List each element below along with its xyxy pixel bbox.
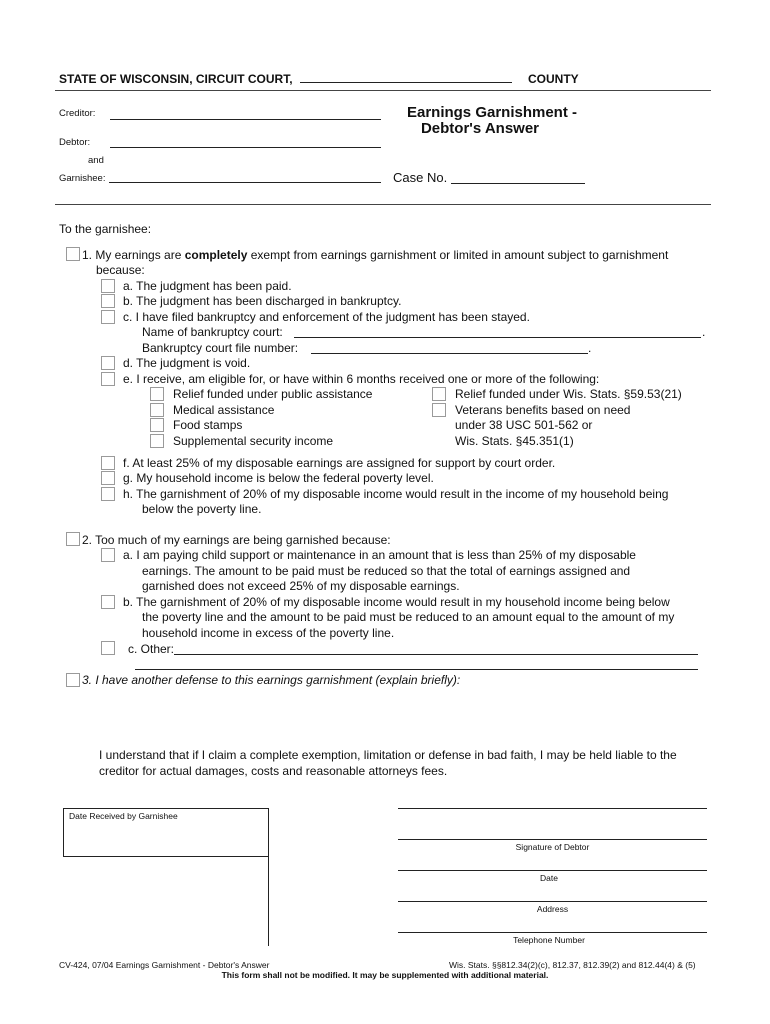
section-1f-checkbox[interactable]: [101, 456, 115, 470]
section-1a-text: a. The judgment has been paid.: [123, 279, 292, 293]
section-1g-checkbox[interactable]: [101, 471, 115, 485]
address-field[interactable]: [398, 901, 707, 902]
bankruptcy-court-period: .: [702, 325, 706, 339]
section-1a-checkbox[interactable]: [101, 279, 115, 293]
form-title-line1: Earnings Garnishment -: [406, 104, 578, 121]
creditor-field[interactable]: [110, 119, 381, 120]
bankruptcy-file-field[interactable]: [311, 353, 588, 354]
benefit-public-assistance: Relief funded under public assistance: [173, 387, 373, 401]
benefit-veterans-3: Wis. Stats. §45.351(1): [455, 434, 574, 448]
case-no-label: Case No.: [393, 170, 448, 185]
benefit-veterans-1: Veterans benefits based on need: [455, 403, 631, 417]
to-garnishee: To the garnishee:: [59, 222, 152, 236]
section-1h-checkbox[interactable]: [101, 487, 115, 501]
benefit-food-stamps-checkbox[interactable]: [150, 418, 164, 432]
section-1b-checkbox[interactable]: [101, 294, 115, 308]
section-2c-checkbox[interactable]: [101, 641, 115, 655]
date-received-box-extension: [268, 857, 269, 946]
section-1h-text-1: h. The garnishment of 20% of my disposable income would result in the income of my household being: [123, 487, 669, 501]
date-received-label: Date Received by Garnishee: [69, 811, 178, 821]
debtor-field[interactable]: [110, 147, 381, 148]
benefit-ssi-checkbox[interactable]: [150, 434, 164, 448]
section-1f-text: f. At least 25% of my disposable earnings are assigned for support by court order.: [123, 456, 556, 470]
bankruptcy-court-field[interactable]: [294, 337, 701, 338]
signature-debtor-label: Signature of Debtor: [515, 842, 590, 852]
telephone-field[interactable]: [398, 932, 707, 933]
section-2a-text-3: garnished does not exceed 25% of my disposable earnings.: [142, 579, 460, 593]
section-2b-checkbox[interactable]: [101, 595, 115, 609]
section-1-pre: 1. My earnings are: [82, 248, 185, 262]
state-court-line: [59, 72, 512, 86]
section-1g-text: g. My household income is below the federal poverty level.: [123, 471, 434, 485]
address-label: Address: [536, 904, 569, 914]
section-2b-text-1: b. The garnishment of 20% of my disposable income would result in my household income being below: [123, 595, 670, 609]
bankruptcy-court-label: Name of bankruptcy court:: [142, 325, 283, 339]
case-no-field[interactable]: [451, 183, 585, 184]
bankruptcy-file-period: .: [588, 341, 592, 355]
form-title-line2: Debtor's Answer: [420, 120, 540, 137]
section-1-post: exempt from earnings garnishment or limited in amount subject to garnishment: [247, 248, 669, 262]
garnishee-label: Garnishee:: [59, 173, 106, 184]
state-court-prefix: STATE OF WISCONSIN, CIRCUIT COURT,: [59, 72, 296, 86]
county-name-blank[interactable]: [300, 72, 512, 83]
benefit-veterans-checkbox[interactable]: [432, 403, 446, 417]
section-1c-text: c. I have filed bankruptcy and enforcement of the judgment has been stayed.: [123, 310, 530, 324]
date-field[interactable]: [398, 870, 707, 871]
understand-text-2: creditor for actual damages, costs and reasonable attorneys fees.: [99, 764, 448, 778]
section-2a-text-1: a. I am paying child support or maintenance in an amount that is less than 25% of my disposable: [123, 548, 636, 562]
benefit-veterans-2: under 38 USC 501-562 or: [455, 418, 593, 432]
section-2b-text-3: household income in excess of the poverty line.: [142, 626, 395, 640]
section-1-text: [82, 248, 668, 262]
benefit-public-assistance-checkbox[interactable]: [150, 387, 164, 401]
section-1d-text: d. The judgment is void.: [123, 356, 251, 370]
section-1h-text-2: below the poverty line.: [142, 502, 262, 516]
understand-text-1: I understand that if I claim a complete exemption, limitation or defense in bad faith, I may be held liable to the: [99, 748, 677, 762]
header-divider-top: [55, 90, 711, 91]
section-2a-text-2: earnings. The amount to be paid must be reduced so that the total of earnings assigned and: [142, 564, 631, 578]
modification-notice: This form shall not be modified. It may be supplemented with additional material.: [221, 970, 549, 980]
debtor-label: Debtor:: [59, 137, 91, 148]
benefit-ssi: Supplemental security income: [173, 434, 334, 448]
other-field-line-1[interactable]: [174, 654, 698, 655]
section-2a-checkbox[interactable]: [101, 548, 115, 562]
section-2b-text-2: the poverty line and the amount to be paid must be reduced to an amount equal to the amount of my: [142, 610, 675, 624]
header-divider-bottom: [55, 204, 711, 205]
signature-extra-line[interactable]: [398, 808, 707, 809]
section-1e-checkbox[interactable]: [101, 372, 115, 386]
section-1e-text: e. I receive, am eligible for, or have within 6 months received one or more of the following:: [123, 372, 600, 386]
section-3-text: 3. I have another defense to this earnings garnishment (explain briefly):: [82, 673, 461, 687]
section-2-checkbox[interactable]: [66, 532, 80, 546]
benefit-relief-wis: Relief funded under Wis. Stats. §59.53(21): [455, 387, 682, 401]
section-1b-text: b. The judgment has been discharged in bankruptcy.: [123, 294, 402, 308]
benefit-medical-checkbox[interactable]: [150, 403, 164, 417]
garnishee-field[interactable]: [109, 182, 381, 183]
section-1-because: because:: [96, 263, 145, 277]
signature-debtor-field[interactable]: [398, 839, 707, 840]
benefit-food-stamps: Food stamps: [173, 418, 243, 432]
and-label: and: [88, 155, 104, 166]
creditor-label: Creditor:: [59, 108, 96, 119]
statutes: Wis. Stats. §§812.34(2)(c), 812.37, 812.39(2) and 812.44(4) & (5): [449, 960, 696, 970]
section-1-bold: completely: [184, 248, 248, 262]
date-label: Date: [540, 873, 558, 883]
telephone-label: Telephone Number: [513, 935, 585, 945]
section-1d-checkbox[interactable]: [101, 356, 115, 370]
other-field-line-2[interactable]: [135, 669, 698, 670]
bankruptcy-file-label: Bankruptcy court file number:: [142, 341, 299, 355]
section-2-text: 2. Too much of my earnings are being garnished because:: [82, 533, 391, 547]
benefit-medical: Medical assistance: [173, 403, 275, 417]
section-2c-text: c. Other:: [128, 642, 175, 656]
benefit-relief-wis-checkbox[interactable]: [432, 387, 446, 401]
form-id: CV-424, 07/04 Earnings Garnishment - Debtor's Answer: [59, 960, 270, 970]
county-label: COUNTY: [528, 72, 579, 86]
section-1-checkbox[interactable]: [66, 247, 80, 261]
section-1c-checkbox[interactable]: [101, 310, 115, 324]
section-3-checkbox[interactable]: [66, 673, 80, 687]
